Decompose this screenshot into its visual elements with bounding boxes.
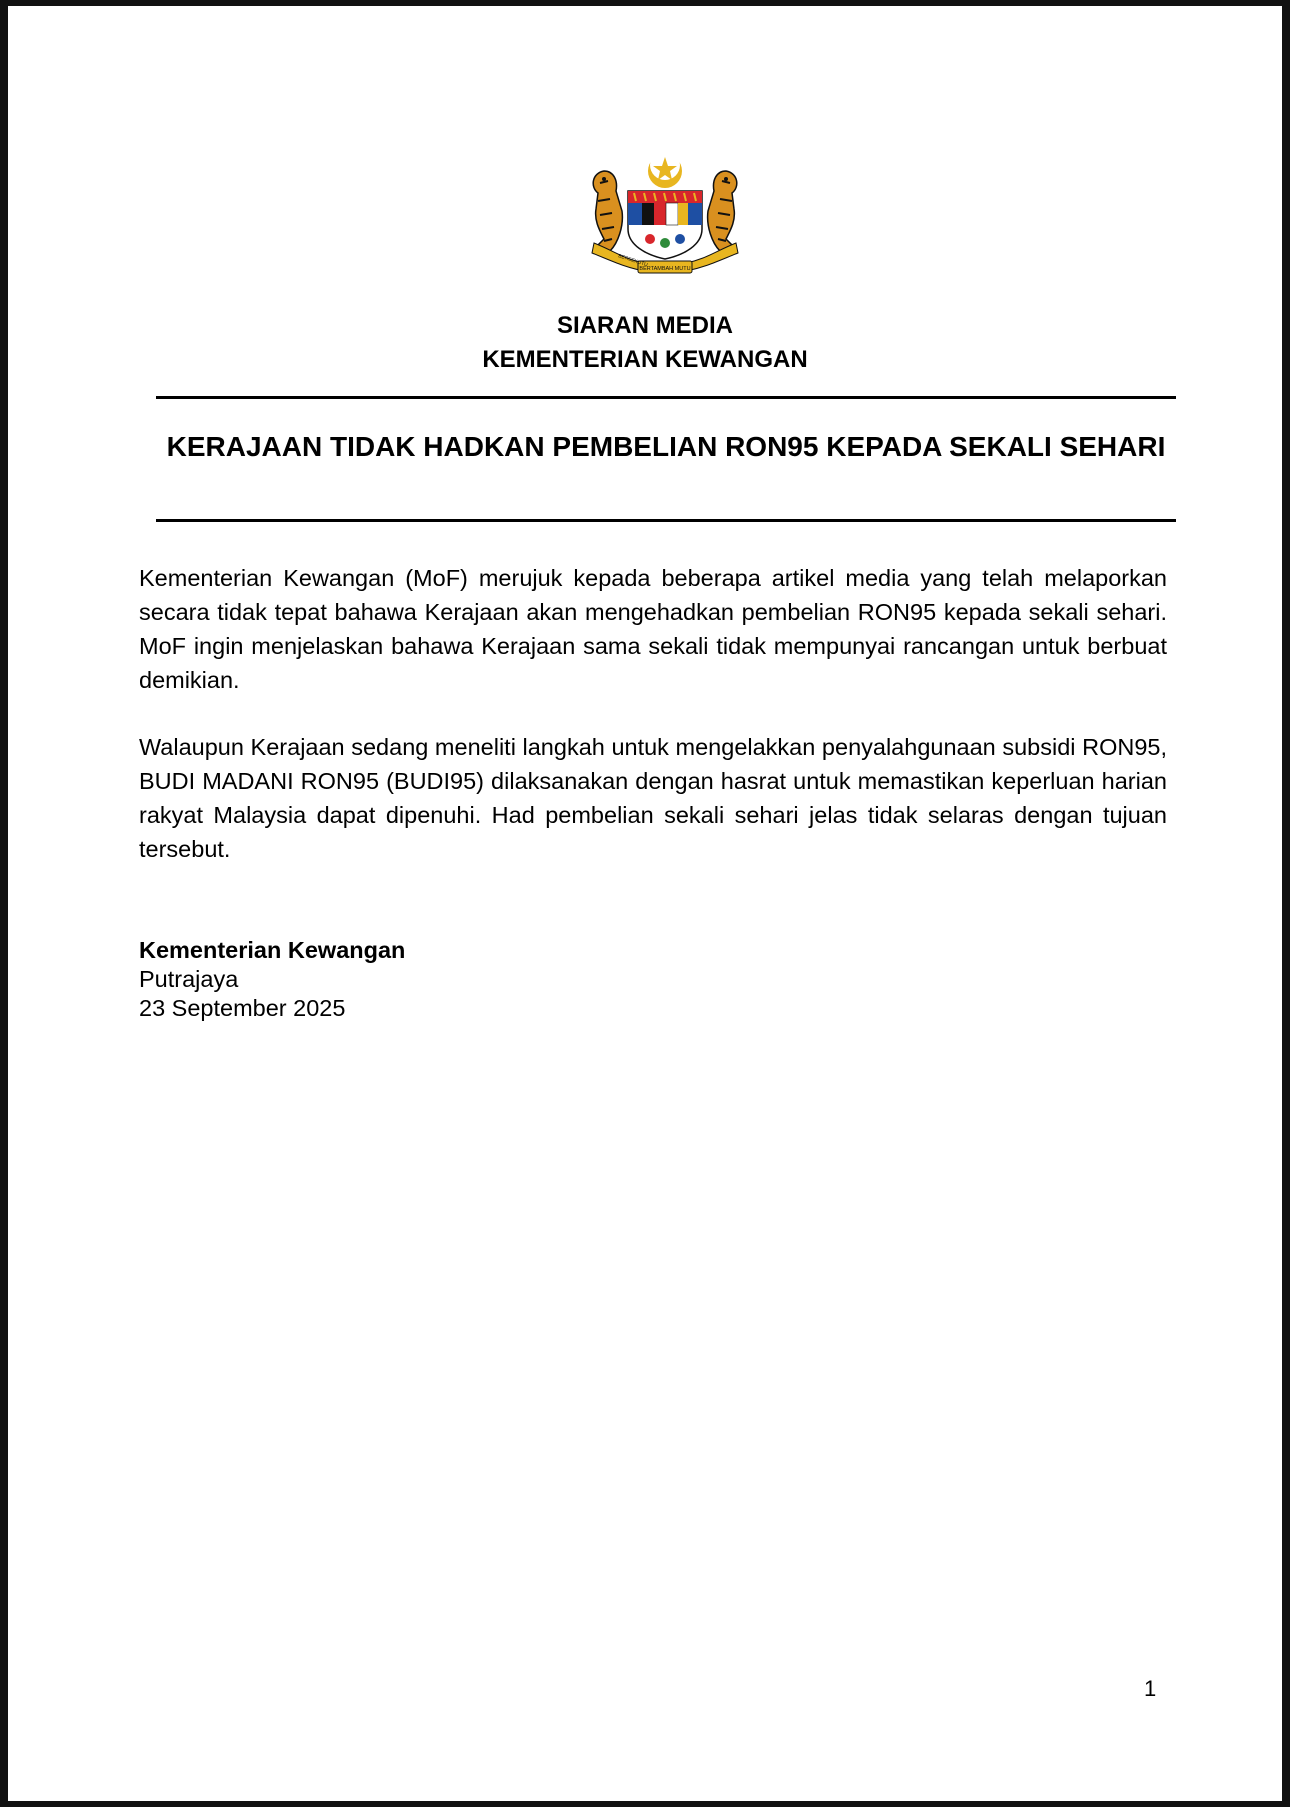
document-page [8, 6, 1282, 1801]
page-number: 1 [1144, 1676, 1157, 1701]
bottom-divider [156, 519, 1176, 522]
signature-org: Kementerian Kewangan [139, 937, 406, 963]
signature-date: 23 September 2025 [139, 995, 346, 1021]
crescent-star-icon [648, 151, 682, 188]
right-tiger-icon [708, 171, 737, 255]
motto-center-text: BERTAMBAH MUTU [639, 266, 691, 272]
top-divider [156, 396, 1176, 399]
signature-place: Putrajaya [139, 966, 239, 992]
paragraph-1: Kementerian Kewangan (MoF) merujuk kepada beberapa artikel media yang telah melaporkan secara tidak tepat bahawa Kerajaan akan mengehadkan pembelian RON95 kepada sekali sehari. MoF ingin menjelaskan bahawa Kerajaan sama sekali tidak mempunyai rancangan untuk berbuat demikian. [139, 565, 1167, 693]
shield-icon [628, 191, 702, 259]
header-ministry: KEMENTERIAN KEWANGAN [482, 346, 808, 373]
paragraph-2: Walaupun Kerajaan sedang meneliti langkah untuk mengelakkan penyalahgunaan subsidi RON95, BUDI MADANI RON95 (BUDI95) dilaksanakan dengan hasrat untuk memastikan keperluan harian rakyat Malaysia dapat dipenuhi. Had pembelian sekali sehari jelas tidak selaras dengan tujuan tersebut. [139, 734, 1167, 862]
press-release-title: KERAJAAN TIDAK HADKAN PEMBELIAN RON95 KEPADA SEKALI SEHARI [166, 431, 1166, 462]
header-siaran-media: SIARAN MEDIA [556, 312, 733, 339]
left-tiger-icon [593, 171, 622, 255]
motto-left-text: BERSEKUTU [617, 253, 649, 269]
coat-of-arms-logo [584, 151, 746, 279]
